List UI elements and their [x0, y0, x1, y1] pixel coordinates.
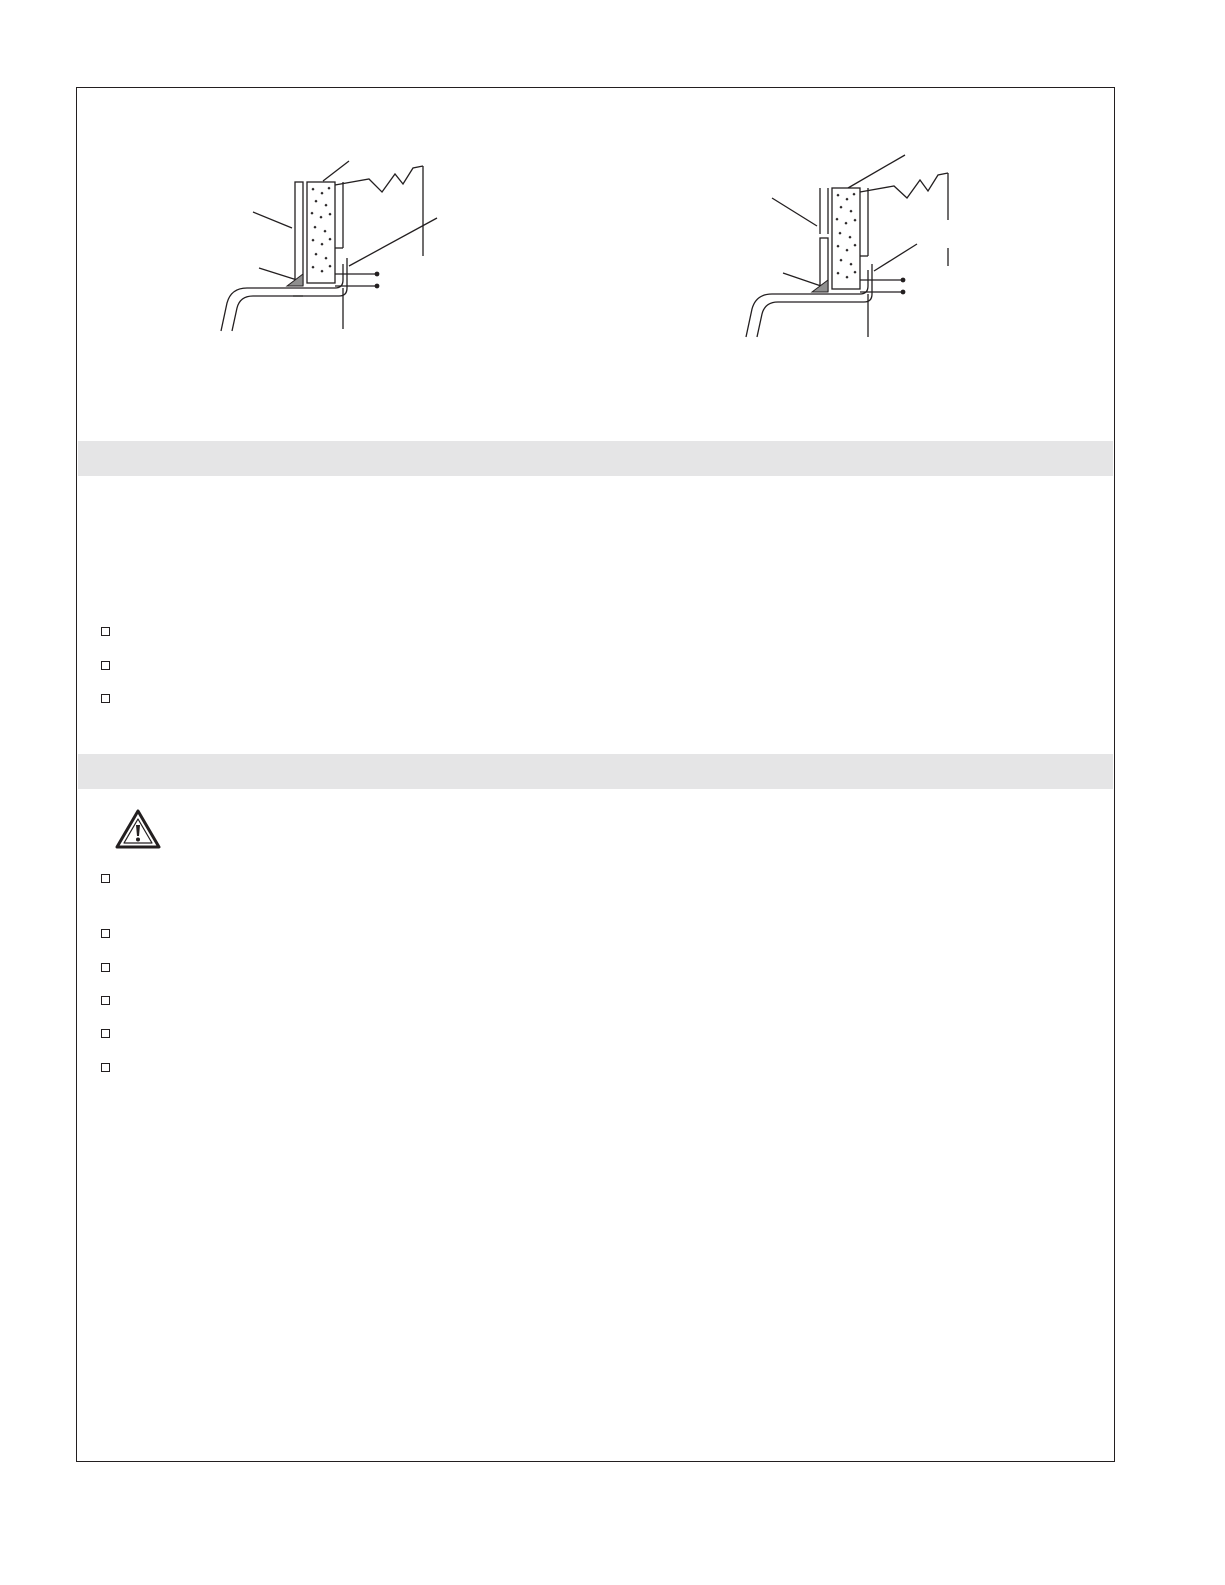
checkbox-icon[interactable]	[101, 929, 110, 938]
leader-top	[848, 155, 905, 188]
backer-board	[832, 188, 860, 289]
leader-right	[874, 244, 917, 271]
checkbox-icon[interactable]	[101, 1029, 110, 1038]
checkbox-icon[interactable]	[101, 694, 110, 703]
section-header-band-2	[78, 754, 1113, 789]
page-frame	[76, 87, 1115, 1462]
checkbox-icon[interactable]	[101, 661, 110, 670]
backer-board-texture	[835, 193, 856, 279]
checkbox-icon[interactable]	[101, 996, 110, 1005]
checkbox-icon[interactable]	[101, 627, 110, 636]
leader-left	[772, 198, 817, 226]
installation-detail-right	[77, 88, 1116, 358]
section-header-band-1	[78, 441, 1113, 476]
wall-break-line	[860, 173, 948, 198]
checkbox-icon[interactable]	[101, 963, 110, 972]
checkbox-icon[interactable]	[101, 874, 110, 883]
warning-triangle-icon	[114, 808, 162, 850]
leader-sealant	[783, 273, 821, 286]
checkbox-icon[interactable]	[101, 1063, 110, 1072]
